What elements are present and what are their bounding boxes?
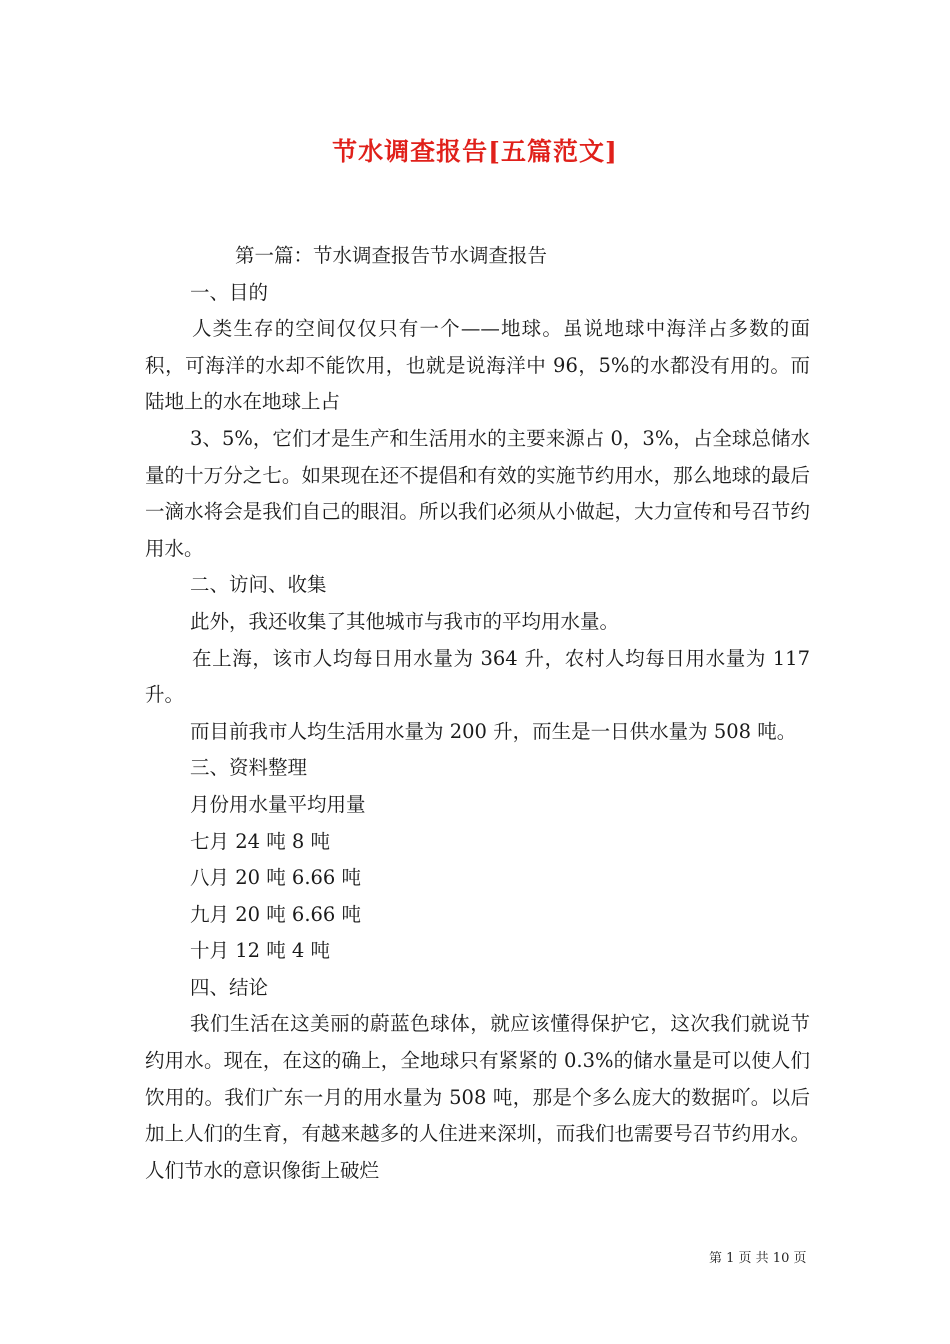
paragraph: 而目前我市人均生活用水量为 200 升，而生是一日供水量为 508 吨。	[190, 719, 797, 743]
document-title: 节水调查报告[五篇范文]	[332, 137, 618, 166]
paragraph: 月份用水量平均用量	[190, 792, 366, 816]
paragraph: 我们生活在这美丽的蔚蓝色球体，就应该懂得保护它，这次我们就说节约用水。现在，在这的确上，全地球只有紧紧的 0.3%的储水量是可以使人们饮用的。我们广东一月的用水量为 508 吨，那是个多么庞大的数据吖。以后加上人们的生育，有越来越多的人住进来深圳，而我们也需要号召节约用水。人们节水的意识像街上破烂	[145, 1012, 810, 1182]
paragraph: 十月 12 吨 4 吨	[190, 939, 331, 963]
paragraph: 人类生存的空间仅仅只有一个——地球。虽说地球中海洋占多数的面积，可海洋的水却不能饮用，也就是说海洋中 96，5%的水都没有用的。而陆地上的水在地球上占	[145, 317, 810, 414]
paragraph: 此外，我还收集了其他城市与我市的平均用水量。	[190, 609, 620, 633]
paragraph: 在上海，该市人均每日用水量为 364 升，农村人均每日用水量为 117 升。	[145, 646, 810, 707]
paragraph: 四、结论	[190, 975, 269, 999]
paragraph: 三、资料整理	[190, 756, 308, 780]
paragraph: 八月 20 吨 6.66 吨	[190, 866, 362, 890]
paragraph: 3、5%，它们才是生产和生活用水的主要来源占 0，3%，占全球总储水量的十万分之七。如果现在还不提倡和有效的实施节约用水，那么地球的最后一滴水将会是我们自己的眼泪。所以我们必须从小做起，大力宣传和号召节约用水。	[145, 426, 810, 560]
paragraph: 一、目的	[190, 280, 269, 304]
paragraph: 七月 24 吨 8 吨	[190, 829, 331, 853]
paragraph: 九月 20 吨 6.66 吨	[190, 902, 362, 926]
paragraph: 第一篇：节水调查报告节水调查报告	[235, 244, 548, 267]
paragraph: 二、访问、收集	[190, 573, 327, 597]
document-body	[145, 238, 810, 1189]
page-footer: 第 1 页 共 10 页	[709, 1251, 807, 1266]
